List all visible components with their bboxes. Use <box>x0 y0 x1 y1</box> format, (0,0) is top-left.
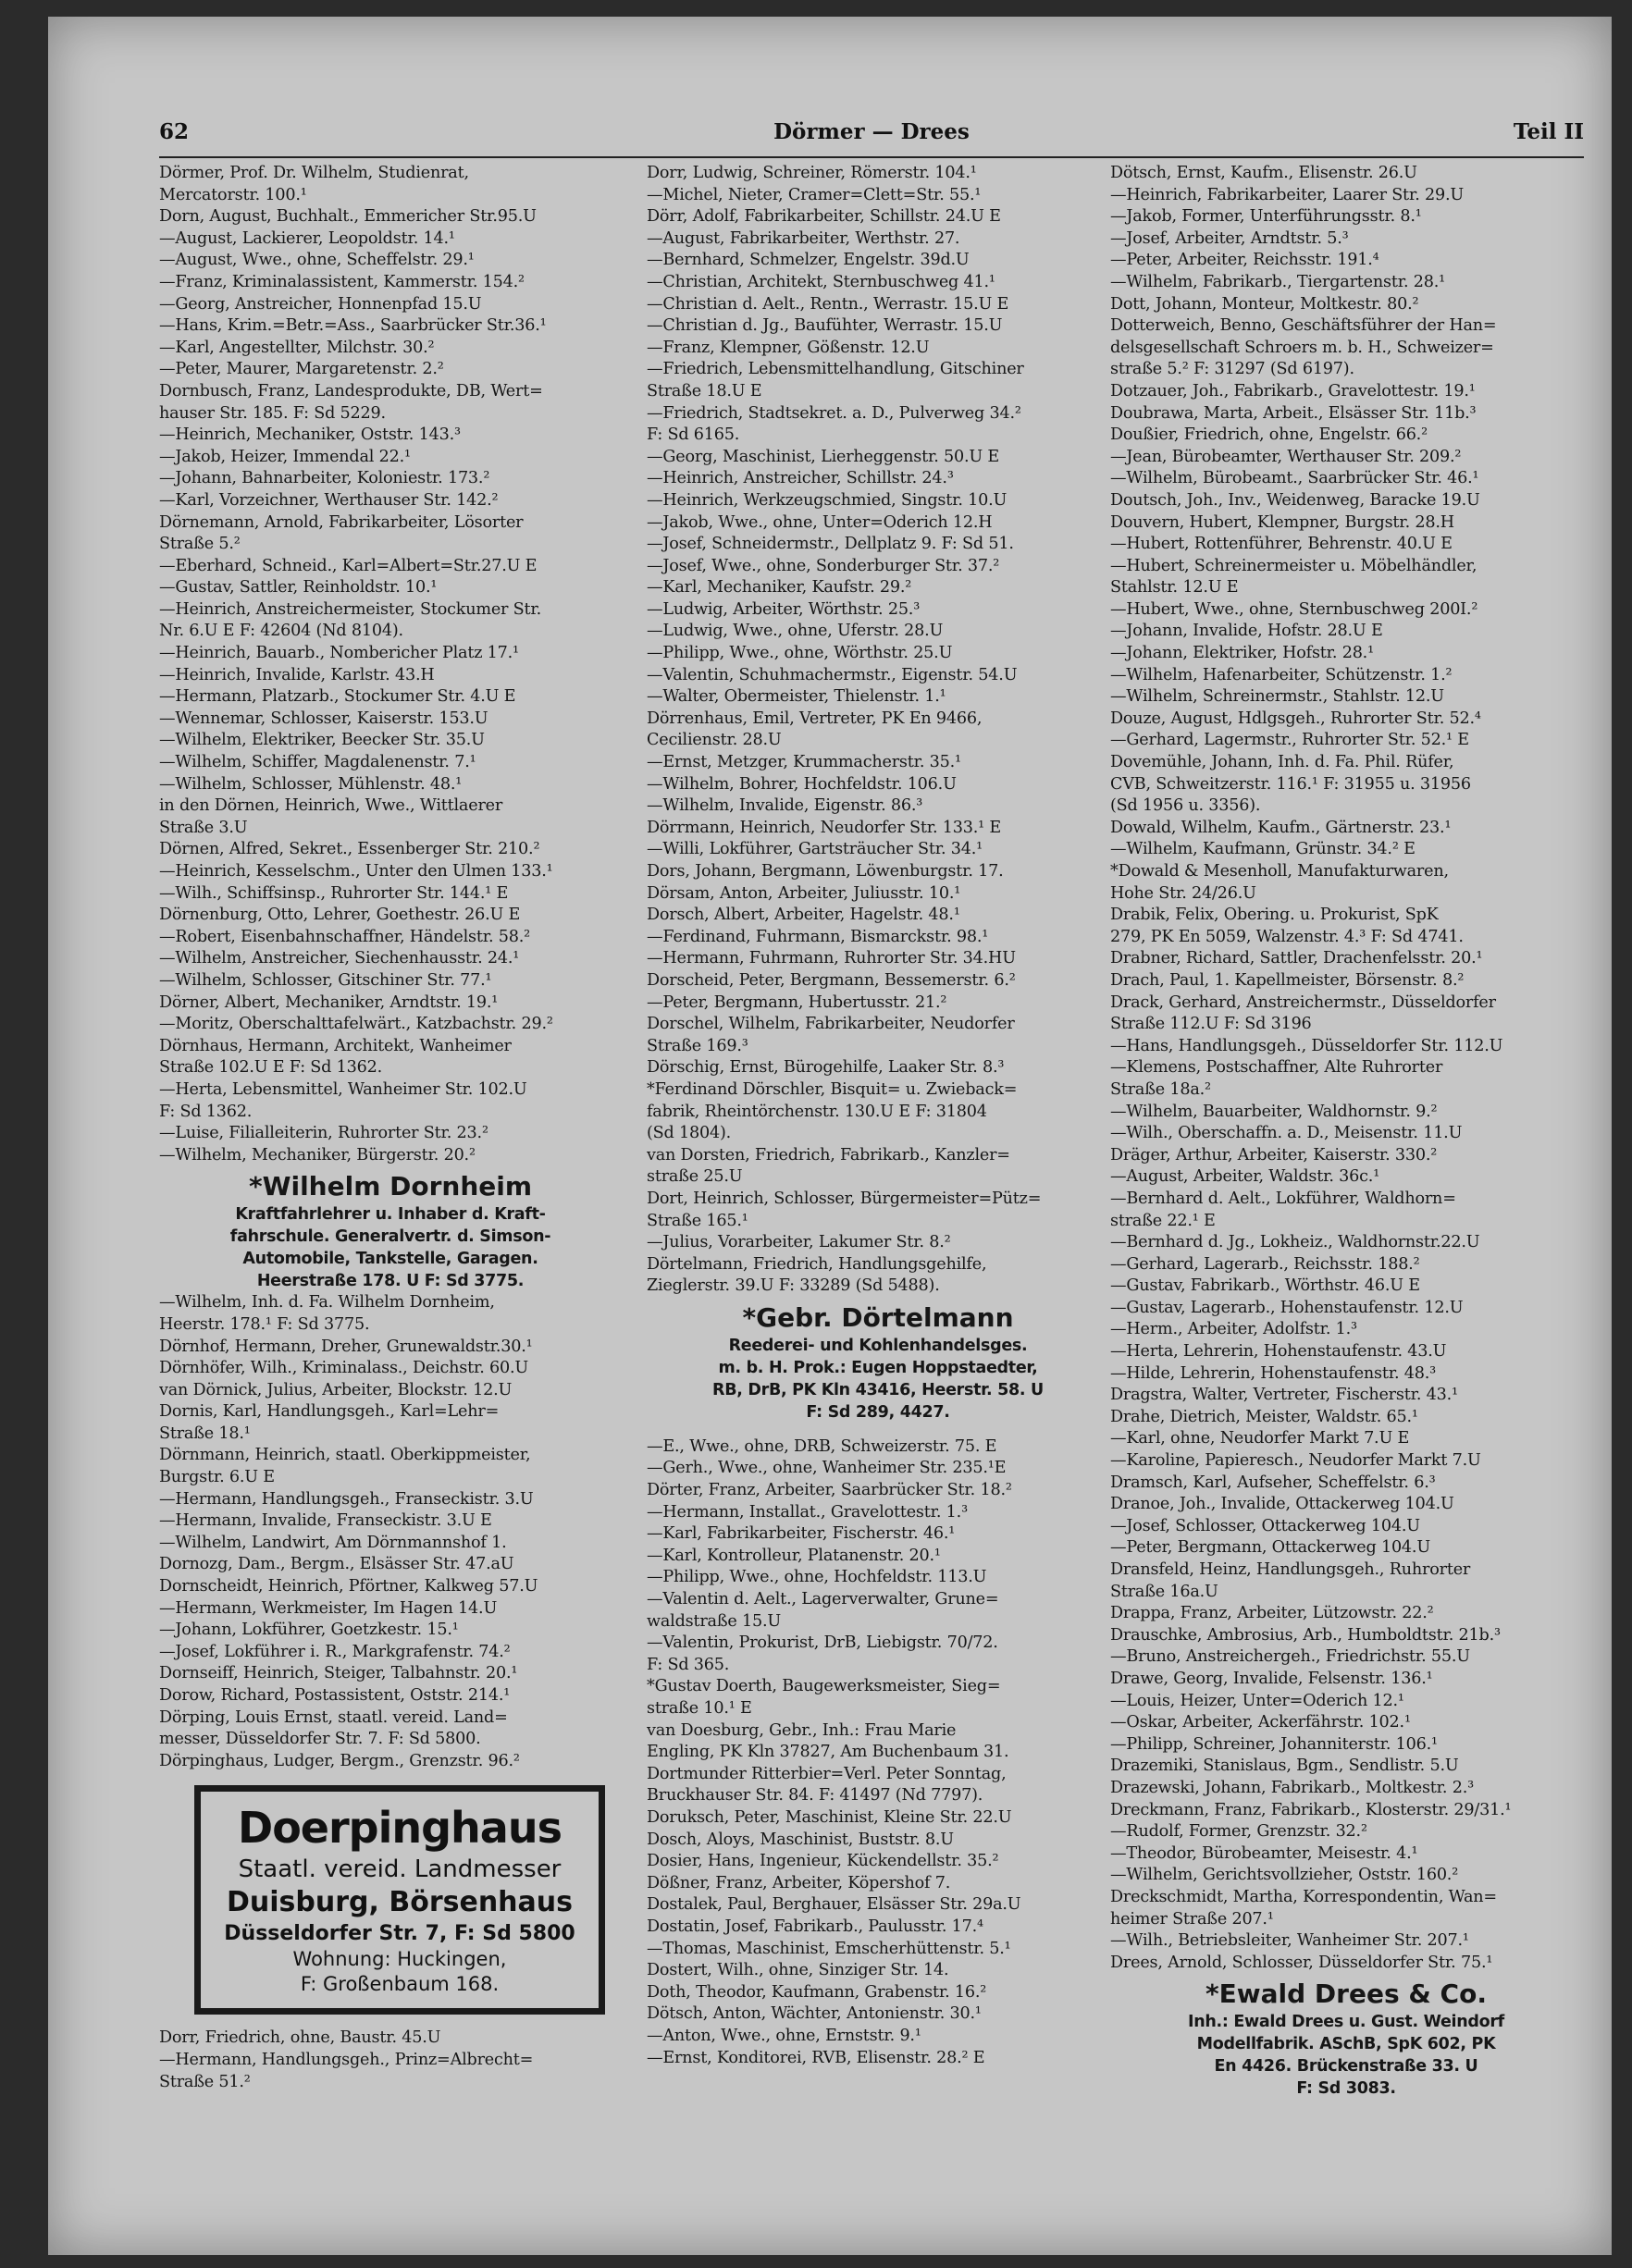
directory-entry-line: Dostalek, Paul, Berghauer, Elsässer Str. 29a.U <box>647 1895 1021 1915</box>
directory-entry-line: Dörnenburg, Otto, Lehrer, Goethestr. 26.U E <box>159 906 521 925</box>
directory-entry-line: —Karl, Kontrolleur, Platanenstr. 20.¹ <box>647 1546 941 1565</box>
directory-entry-line: Stahlstr. 12.U E <box>1110 578 1239 598</box>
directory-entry-line: —Gustav, Sattler, Reinholdstr. 10.¹ <box>159 578 438 598</box>
directory-entry-line: Mercatorstr. 100.¹ <box>159 185 307 204</box>
entries-2a <box>647 163 1109 1298</box>
directory-entry-line: —Heinrich, Bauarb., Nombericher Platz 17.¹ <box>159 644 519 663</box>
directory-entry-line: —Wilhelm, Bauarbeiter, Waldhornstr. 9.² <box>1110 1102 1438 1121</box>
directory-entry-line: —Walter, Obermeister, Thielenstr. 1.¹ <box>647 687 946 707</box>
directory-entry-line: —August, Lackierer, Leopoldstr. 14.¹ <box>159 228 455 248</box>
ad-text-line: Heerstraße 178. U F: Sd 3775. <box>256 1272 525 1291</box>
ad-text-line: m. b. H. Prok.: Eugen Hoppstaedter, <box>718 1358 1038 1377</box>
directory-entry-line: —Philipp, Wwe., ohne, Wörthstr. 25.U <box>647 644 953 663</box>
directory-entry-line: Dorn, August, Buchhalt., Emmericher Str.95.U <box>159 207 537 227</box>
directory-entry-line: Engling, PK Kln 37827, Am Buchenbaum 31. <box>647 1743 1009 1762</box>
page-number: 62 <box>159 119 190 144</box>
directory-entry-line: hauser Str. 185. F: Sd 5229. <box>159 403 386 423</box>
directory-entry-line: *Gustav Doerth, Baugewerksmeister, Sieg= <box>647 1677 1001 1696</box>
directory-entry-line: van Dorsten, Friedrich, Fabrikarb., Kanzler= <box>647 1145 1010 1165</box>
directory-entry-line: Hohe Str. 24/26.U <box>1110 883 1256 903</box>
directory-entry-line: —Anton, Wwe., ohne, Ernststr. 9.¹ <box>647 2026 921 2045</box>
ad-doerpinghaus-line1: Staatl. vereid. Landmesser <box>238 1855 562 1884</box>
ad-text-line: Modellfabrik. ASchB, SpK 602, PK <box>1196 2035 1496 2054</box>
directory-entry-line: —Hubert, Wwe., ohne, Sternbuschweg 200I.² <box>1110 599 1478 619</box>
directory-entry-line: Dreckschmidt, Martha, Korrespondentin, Wan= <box>1110 1887 1497 1906</box>
directory-entry-line: —Ludwig, Arbeiter, Wörthstr. 25.³ <box>647 599 921 619</box>
directory-entry-line: —Johann, Lokführer, Goetzkestr. 15.¹ <box>159 1621 459 1640</box>
directory-entry-line: —Peter, Arbeiter, Reichsstr. 191.⁴ <box>1110 251 1379 270</box>
directory-entry-line: fabrik, Rheintörchenstr. 130.U E F: 31804 <box>647 1102 987 1121</box>
directory-entry-line: —Josef, Schlosser, Ottackerweg 104.U <box>1110 1516 1420 1535</box>
directory-entry-line: Straße 18a.² <box>1110 1079 1211 1099</box>
directory-entry-line: Straße 18.¹ <box>159 1424 251 1443</box>
directory-entry-line: Dörrmann, Heinrich, Neudorfer Str. 133.¹ E <box>647 818 1002 837</box>
directory-entry-line: straße 5.² F: 31297 (Sd 6197). <box>1110 360 1354 379</box>
directory-entry-line: Dornseiff, Heinrich, Steiger, Talbahnstr. 20.¹ <box>159 1664 518 1683</box>
directory-entry-line: —Heinrich, Anstreicher, Schillstr. 24.³ <box>647 469 954 488</box>
directory-entry-line: Dragstra, Walter, Vertreter, Fischerstr. 43.¹ <box>1110 1386 1458 1405</box>
directory-entry-line: Drach, Paul, 1. Kapellmeister, Börsenstr. 8.² <box>1110 970 1465 990</box>
directory-entry-line: Straße 165.¹ <box>647 1211 748 1230</box>
directory-entry-line: —Jakob, Heizer, Immendal 22.¹ <box>159 447 411 466</box>
directory-entry-line: Dörrenhaus, Emil, Vertreter, PK En 9466, <box>647 709 983 728</box>
directory-entry-line: —Josef, Wwe., ohne, Sonderburger Str. 37.² <box>647 556 1000 575</box>
page-header <box>159 114 1584 158</box>
directory-entry-line: Dörmer, Prof. Dr. Wilhelm, Studienrat, <box>159 164 469 182</box>
directory-entry-line: Dörping, Louis Ernst, staatl. vereid. Land= <box>159 1707 508 1727</box>
directory-entry-line: 279, PK En 5059, Walzenstr. 4.³ F: Sd 4741. <box>1110 927 1464 946</box>
directory-entry-line: —Wilhelm, Bohrer, Hochfeldstr. 106.U <box>647 774 957 794</box>
ad-doerpinghaus-line4: Wohnung: Huckingen, <box>292 1948 507 1971</box>
directory-entry-line: Straße 18.U E <box>647 381 762 401</box>
directory-entry-line: Douze, August, Hdlgsgeh., Ruhrorter Str. 52.⁴ <box>1110 709 1481 728</box>
directory-entry-line: —Karoline, Papieresch., Neudorfer Markt 7.U <box>1110 1451 1481 1471</box>
directory-entry-line: —Wilhelm, Schlosser, Gitschiner Str. 77.¹ <box>159 970 492 990</box>
directory-entry-line: Straße 102.U E F: Sd 1362. <box>159 1058 382 1078</box>
directory-entry-line: —Josef, Lokführer i. R., Markgrafenstr. 74.² <box>159 1642 511 1661</box>
directory-entry-line: —Franz, Kriminalassistent, Kammerstr. 154.² <box>159 272 525 291</box>
ad-doerpinghaus <box>194 1785 605 2015</box>
directory-entry-line: —August, Fabrikarbeiter, Werthstr. 27. <box>647 228 960 248</box>
directory-entry-line: —Karl, Angestellter, Milchstr. 30.² <box>159 338 435 357</box>
directory-entry-line: —Jean, Bürobeamter, Werthauser Str. 209.² <box>1110 447 1462 466</box>
directory-entry-line: Drawe, Georg, Invalide, Felsenstr. 136.¹ <box>1110 1669 1433 1688</box>
directory-entry-line: —Josef, Arbeiter, Arndtstr. 5.³ <box>1110 228 1349 248</box>
directory-entry-line: —Ludwig, Wwe., ohne, Uferstr. 28.U <box>647 622 944 641</box>
ad-text-line: F: Sd 289, 4427. <box>806 1402 950 1422</box>
directory-entry-line: —Ernst, Konditorei, RVB, Elisenstr. 28.² E <box>647 2048 985 2067</box>
directory-entry-line: Dößner, Franz, Arbeiter, Köpershof 7. <box>647 1873 951 1892</box>
directory-entry-line: —Hubert, Schreinermeister u. Möbelhändler, <box>1110 556 1477 575</box>
ad-text-line: En 4426. Brückenstraße 33. U <box>1214 2057 1478 2077</box>
directory-entry-line: Doth, Theodor, Kaufmann, Grabenstr. 16.² <box>647 1982 987 2002</box>
ad-text-line: Automobile, Tankstelle, Garagen. <box>242 1250 538 1269</box>
directory-entry-line: —Moritz, Oberschalttafelwärt., Katzbachstr. 29.² <box>159 1015 553 1034</box>
directory-entry-line: —Hans, Krim.=Betr.=Ass., Saarbrücker Str.36.¹ <box>159 316 547 336</box>
directory-entry-line: straße 22.¹ E <box>1110 1211 1216 1230</box>
directory-entry-line: Drabner, Richard, Sattler, Drachenfelsstr. 20.¹ <box>1110 949 1483 968</box>
directory-entry-line: —Wilhelm, Gerichtsvollzieher, Oststr. 160.² <box>1110 1866 1459 1885</box>
directory-entry-line: —Wilhelm, Fabrikarb., Tiergartenstr. 28.¹ <box>1110 272 1446 291</box>
directory-entry-line: —Karl, Mechaniker, Kaufstr. 29.² <box>647 578 912 598</box>
directory-entry-line: Doubrawa, Marta, Arbeit., Elsässer Str. 11b.³ <box>1110 403 1477 423</box>
ad-doerpinghaus-line2: Duisburg, Börsenhaus <box>227 1886 573 1919</box>
directory-entry-line: Dott, Johann, Monteur, Moltkestr. 80.² <box>1110 294 1419 314</box>
directory-entry-line: —Heinrich, Fabrikarbeiter, Laarer Str. 29.U <box>1110 185 1465 204</box>
directory-entry-line: Drack, Gerhard, Anstreichermstr., Düsseldorfer <box>1110 992 1496 1012</box>
directory-entry-line: —Wilhelm, Invalide, Eigenstr. 86.³ <box>647 796 923 816</box>
directory-entry-line: —Wilh., Oberschaffn. a. D., Meisenstr. 11.U <box>1110 1124 1463 1143</box>
directory-entry-line: Dornis, Karl, Handlungsgeh., Karl=Lehr= <box>159 1402 500 1422</box>
ad-doerpinghaus-name: Doerpinghaus <box>238 1803 562 1854</box>
directory-entry-line: —Jakob, Former, Unterführungsstr. 8.¹ <box>1110 207 1422 227</box>
directory-entry-line: —Christian d. Aelt., Rentn., Werrastr. 15.U E <box>647 294 1009 314</box>
directory-entry-line: —Heinrich, Anstreichermeister, Stockumer Str. <box>159 599 542 619</box>
directory-entry-line: CVB, Schweitzerstr. 116.¹ F: 31955 u. 31956 <box>1110 774 1471 794</box>
directory-entry-line: —Peter, Maurer, Margaretenstr. 2.² <box>159 360 444 379</box>
directory-entry-line: —Willi, Lokführer, Gartsträucher Str. 34.¹ <box>647 840 983 859</box>
directory-entry-line: *Ferdinand Dörschler, Bisquit= u. Zwieback= <box>647 1079 1018 1099</box>
directory-entry-line: —Bernhard d. Jg., Lokheiz., Waldhornstr.22.U <box>1110 1233 1480 1252</box>
directory-entry-line: van Dörnick, Julius, Arbeiter, Blockstr. 12.U <box>159 1380 513 1399</box>
directory-entry-line: Drauschke, Ambrosius, Arb., Humboldtstr. 21b.³ <box>1110 1625 1501 1645</box>
ad-doerpinghaus-line3: Düsseldorfer Str. 7, F: Sd 5800 <box>224 1922 575 1946</box>
directory-entry-line: —Hermann, Installat., Gravelottestr. 1.³ <box>647 1502 968 1522</box>
entries-1c <box>159 2028 622 2093</box>
directory-entry-line: Burgstr. 6.U E <box>159 1468 275 1487</box>
directory-entry-line: Dorr, Ludwig, Schreiner, Römerstr. 104.¹ <box>647 164 977 182</box>
ad-drees-lines <box>1110 2011 1582 2100</box>
directory-entry-line: Straße 16a.U <box>1110 1582 1218 1601</box>
directory-entry-line: Dornozg, Dam., Bergm., Elsässer Str. 47.aU <box>159 1555 514 1574</box>
directory-entry-line: Dorschel, Wilhelm, Fabrikarbeiter, Neudorfer <box>647 1015 1015 1034</box>
directory-entry-line: —Ferdinand, Fuhrmann, Bismarckstr. 98.¹ <box>647 927 989 946</box>
directory-entry-line: Dornscheidt, Heinrich, Pförtner, Kalkweg 57.U <box>159 1577 538 1596</box>
directory-entry-line: Dostert, Wilh., ohne, Sinziger Str. 14. <box>647 1961 949 1980</box>
directory-entry-line: —Karl, Vorzeichner, Werthauser Str. 142.² <box>159 490 499 510</box>
ad-text-line: fahrschule. Generalvertr. d. Simson- <box>229 1227 551 1247</box>
directory-entry-line: —Georg, Anstreicher, Honnenpfad 15.U <box>159 294 482 314</box>
directory-entry-line: —Friedrich, Stadtsekret. a. D., Pulverweg 34.² <box>647 403 1021 423</box>
directory-entry-line: Dosier, Hans, Ingenieur, Kückendellstr. 35.² <box>647 1852 999 1871</box>
directory-entry-line: Doruksch, Peter, Maschinist, Kleine Str. 22.U <box>647 1807 1012 1827</box>
directory-entry-line: —Philipp, Wwe., ohne, Hochfeldstr. 113.U <box>647 1568 987 1587</box>
directory-entry-line: —Wilhelm, Schreinermstr., Stahlstr. 12.U <box>1110 687 1444 707</box>
directory-entry-line: —Hermann, Handlungsgeh., Prinz=Albrecht= <box>159 2050 534 2069</box>
ad-drees <box>1110 1978 1582 2100</box>
ad-text-line: F: Sd 3083. <box>1296 2079 1396 2099</box>
directory-page <box>48 17 1612 2255</box>
entries-3a <box>1110 163 1582 1974</box>
directory-entry-line: —Wilhelm, Schlosser, Mühlenstr. 48.¹ <box>159 774 463 794</box>
part-label: Teil II <box>1513 119 1584 144</box>
directory-entry-line: F: Sd 1362. <box>159 1102 253 1121</box>
directory-entry-line: Dörnmann, Heinrich, staatl. Oberkippmeister, <box>159 1446 531 1465</box>
directory-entry-line: —Peter, Bergmann, Hubertusstr. 21.² <box>647 992 947 1012</box>
directory-entry-line: —Wilhelm, Schiffer, Magdalenenstr. 7.¹ <box>159 753 476 772</box>
directory-entry-line: Drabik, Felix, Obering. u. Prokurist, SpK <box>1110 906 1439 925</box>
directory-entry-line: —Ernst, Metzger, Krummacherstr. 35.¹ <box>647 753 961 772</box>
entries-2b <box>647 1436 1109 2069</box>
directory-entry-line: Dorow, Richard, Postassistent, Oststr. 214.¹ <box>159 1686 511 1705</box>
directory-entry-line: —Valentin d. Aelt., Lagerverwalter, Grune= <box>647 1590 999 1609</box>
directory-entry-line: Dors, Johann, Bergmann, Löwenburgstr. 17. <box>647 862 1004 881</box>
directory-entry-line: —Hermann, Platzarb., Stockumer Str. 4.U E <box>159 687 516 707</box>
entries-1a <box>159 163 622 1166</box>
directory-entry-line: —Wilh., Schiffsinsp., Ruhrorter Str. 144.¹ E <box>159 883 509 903</box>
directory-entry-line: Dörr, Adolf, Fabrikarbeiter, Schillstr. 24.U E <box>647 207 1001 227</box>
directory-entry-line: —Eberhard, Schneid., Karl=Albert=Str.27.U E <box>159 556 538 575</box>
directory-entry-line: —Karl, ohne, Neudorfer Markt 7.U E <box>1110 1429 1410 1448</box>
directory-entry-line: —Heinrich, Kesselschm., Unter den Ulmen 133.¹ <box>159 862 553 881</box>
directory-entry-line: Dötsch, Ernst, Kaufm., Elisenstr. 26.U <box>1110 164 1417 182</box>
directory-entry-line: Dortmunder Ritterbier=Verl. Peter Sonntag, <box>647 1764 1007 1783</box>
directory-entry-line: Dörnhöfer, Wilh., Kriminalass., Deichstr. 60.U <box>159 1359 529 1378</box>
directory-entry-line: Cecilienstr. 28.U <box>647 731 782 750</box>
directory-entry-line: —Peter, Bergmann, Ottackerweg 104.U <box>1110 1538 1430 1558</box>
directory-entry-line: —Johann, Invalide, Hofstr. 28.U E <box>1110 622 1383 641</box>
directory-entry-line: —Hermann, Werkmeister, Im Hagen 14.U <box>159 1598 498 1618</box>
directory-entry-line: Straße 169.³ <box>647 1036 748 1055</box>
directory-entry-line: Dörter, Franz, Arbeiter, Saarbrücker Str. 18.² <box>647 1481 1012 1500</box>
directory-entry-line: Dransfeld, Heinz, Handlungsgeh., Ruhrorter <box>1110 1560 1471 1579</box>
ad-drees-title: *Ewald Drees & Co. <box>1205 1978 1487 2010</box>
directory-entry-line: —Philipp, Schreiner, Johanniterstr. 106.¹ <box>1110 1734 1438 1754</box>
directory-entry-line: —Gustav, Lagerarb., Hohenstaufenstr. 12.U <box>1110 1298 1464 1317</box>
directory-entry-line: —Gerh., Wwe., ohne, Wanheimer Str. 235.¹E <box>647 1459 1007 1478</box>
directory-entry-line: —Robert, Eisenbahnschaffner, Händelstr. 58.² <box>159 927 531 946</box>
column-3 <box>1110 163 1582 2100</box>
directory-entry-line: *Dowald & Mesenholl, Manufakturwaren, <box>1110 862 1449 881</box>
directory-entry-line: —Christian d. Jg., Baufühter, Werrastr. 15.U <box>647 316 1003 336</box>
ad-text-line: Inh.: Ewald Drees u. Gust. Weindorf <box>1188 2013 1504 2032</box>
directory-entry-line: —Hermann, Handlungsgeh., Franseckistr. 3.U <box>159 1489 534 1509</box>
directory-entry-line: —Heinrich, Werkzeugschmied, Singstr. 10.U <box>647 490 1008 510</box>
directory-entry-line: —Hilde, Lehrerin, Hohenstaufenstr. 48.³ <box>1110 1363 1437 1383</box>
directory-entry-line: heimer Straße 207.¹ <box>1110 1909 1274 1929</box>
directory-entry-line: Dörner, Albert, Mechaniker, Arndtstr. 19.¹ <box>159 992 499 1012</box>
directory-entry-line: in den Dörnen, Heinrich, Wwe., Wittlaerer <box>159 796 503 816</box>
directory-entry-line: —Johann, Elektriker, Hofstr. 28.¹ <box>1110 644 1374 663</box>
directory-entry-line: —August, Arbeiter, Waldstr. 36c.¹ <box>1110 1167 1380 1187</box>
directory-entry-line: —Herta, Lehrerin, Hohenstaufenstr. 43.U <box>1110 1342 1447 1362</box>
directory-entry-line: Doußier, Friedrich, ohne, Engelstr. 66.² <box>1110 425 1428 445</box>
directory-entry-line: —Valentin, Schuhmachermstr., Eigenstr. 54.U <box>647 665 1018 684</box>
ad-doerpinghaus-line5: F: Großenbaum 168. <box>300 1973 500 1996</box>
column-2 <box>647 163 1109 2069</box>
directory-entry-line: —Bernhard d. Aelt., Lokführer, Waldhorn= <box>1110 1189 1456 1208</box>
directory-entry-line: Doutsch, Joh., Inv., Weidenweg, Baracke 19.U <box>1110 490 1480 510</box>
directory-entry-line: —Franz, Klempner, Gößenstr. 12.U <box>647 338 930 357</box>
directory-entry-line: straße 25.U <box>647 1167 743 1187</box>
directory-entry-line: Zieglerstr. 39.U F: 33289 (Sd 5488). <box>647 1276 940 1296</box>
directory-entry-line: —Bernhard, Schmelzer, Engelstr. 39d.U <box>647 251 970 270</box>
directory-entry-line: Drahe, Dietrich, Meister, Waldstr. 65.¹ <box>1110 1407 1418 1426</box>
directory-entry-line: —Herta, Lebensmittel, Wanheimer Str. 102.U <box>159 1079 527 1099</box>
directory-entry-line: —Klemens, Postschaffner, Alte Ruhrorter <box>1110 1058 1443 1078</box>
directory-entry-line: Dramsch, Karl, Aufseher, Scheffelstr. 6.³ <box>1110 1473 1436 1492</box>
directory-entry-line: Dovemühle, Johann, Inh. d. Fa. Phil. Rüfer, <box>1110 753 1454 772</box>
directory-entry-line: —Michel, Nieter, Cramer=Clett=Str. 55.¹ <box>647 185 982 204</box>
directory-entry-line: Dorsch, Albert, Arbeiter, Hagelstr. 48.¹ <box>647 906 960 925</box>
directory-entry-line: Dräger, Arthur, Arbeiter, Kaiserstr. 330.² <box>1110 1145 1438 1165</box>
ad-doertelmann-lines <box>647 1335 1109 1424</box>
directory-entry-line: Dötsch, Anton, Wächter, Antonienstr. 30.¹ <box>647 2004 982 2024</box>
directory-entry-line: Dreckmann, Franz, Fabrikarb., Klosterstr. 29/31.¹ <box>1110 1800 1512 1819</box>
directory-entry-line: —Hermann, Fuhrmann, Ruhrorter Str. 34.HU <box>647 949 1016 968</box>
directory-entry-line: —Christian, Architekt, Sternbuschweg 41.¹ <box>647 272 995 291</box>
directory-entry-line: —Karl, Fabrikarbeiter, Fischerstr. 46.¹ <box>647 1524 956 1544</box>
directory-entry-line: Dörschig, Ernst, Bürogehilfe, Laaker Str. 8.³ <box>647 1058 1005 1078</box>
directory-entry-line: —Theodor, Bürobeamter, Meisestr. 4.¹ <box>1110 1843 1418 1863</box>
directory-entry-line: —Louis, Heizer, Unter=Oderich 12.¹ <box>1110 1691 1404 1710</box>
directory-entry-line: —Gustav, Fabrikarb., Wörthstr. 46.U E <box>1110 1276 1420 1296</box>
directory-entry-line: —Wilh., Betriebsleiter, Wanheimer Str. 207.¹ <box>1110 1931 1469 1951</box>
directory-entry-line: F: Sd 6165. <box>647 425 740 445</box>
directory-entry-line: —Hermann, Invalide, Franseckistr. 3.U E <box>159 1511 492 1531</box>
directory-entry-line: Drees, Arnold, Schlosser, Düsseldorfer Str. 75.¹ <box>1110 1953 1493 1972</box>
directory-entry-line: Drazewski, Johann, Fabrikarb., Moltkestr. 2.³ <box>1110 1778 1474 1797</box>
directory-entry-line: Dosch, Aloys, Maschinist, Buststr. 8.U <box>647 1830 954 1849</box>
directory-entry-line: —August, Wwe., ohne, Scheffelstr. 29.¹ <box>159 251 475 270</box>
directory-entry-line: Dornbusch, Franz, Landesprodukte, DB, Wert= <box>159 381 543 401</box>
directory-entry-line: —Herm., Arbeiter, Adolfstr. 1.³ <box>1110 1320 1357 1339</box>
directory-entry-line: —Luise, Filialleiterin, Ruhrorter Str. 23.² <box>159 1124 488 1143</box>
directory-entry-line: Dotzauer, Joh., Fabrikarb., Gravelottestr. 19.¹ <box>1110 381 1476 401</box>
directory-entry-line: (Sd 1804). <box>647 1124 732 1143</box>
directory-entry-line: Dotterweich, Benno, Geschäftsführer der Han= <box>1110 316 1497 336</box>
directory-entry-line: Douvern, Hubert, Klempner, Burgstr. 28.H <box>1110 512 1454 532</box>
directory-entry-line: Dörtelmann, Friedrich, Handlungsgehilfe, <box>647 1254 987 1274</box>
ad-text-line: RB, DrB, PK Kln 43416, Heerstr. 58. U <box>712 1380 1044 1399</box>
directory-entry-line: Drazemiki, Stanislaus, Bgm., Sendlistr. 5.U <box>1110 1756 1459 1776</box>
directory-entry-line: Dörnemann, Arnold, Fabrikarbeiter, Lösorter <box>159 512 524 532</box>
directory-entry-line: —Gerhard, Lagermstr., Ruhrorter Str. 52.¹ E <box>1110 731 1469 750</box>
directory-entry-line: —Oskar, Arbeiter, Ackerfährstr. 102.¹ <box>1110 1713 1411 1732</box>
directory-entry-line: —Gerhard, Lagerarb., Reichsstr. 188.² <box>1110 1254 1420 1274</box>
directory-entry-line: Dranoe, Joh., Invalide, Ottackerweg 104.U <box>1110 1495 1454 1514</box>
ad-doertelmann-title: *Gebr. Dörtelmann <box>742 1301 1014 1333</box>
ad-text-line: Kraftfahrlehrer u. Inhaber d. Kraft- <box>235 1205 546 1225</box>
directory-entry-line: Straße 3.U <box>159 818 248 837</box>
directory-entry-line: —Rudolf, Former, Grenzstr. 32.² <box>1110 1822 1367 1842</box>
directory-entry-line: Dörnen, Alfred, Sekret., Essenberger Str. 210.² <box>159 840 540 859</box>
directory-entry-line: messer, Düsseldorfer Str. 7. F: Sd 5800. <box>159 1730 481 1749</box>
directory-entry-line: —Wilhelm, Bürobeamt., Saarbrücker Str. 46.¹ <box>1110 469 1479 488</box>
directory-entry-line: —Johann, Bahnarbeiter, Koloniestr. 173.² <box>159 469 490 488</box>
directory-entry-line: F: Sd 365. <box>647 1655 730 1674</box>
directory-entry-line: —Hubert, Rottenführer, Behrenstr. 40.U E <box>1110 535 1453 554</box>
directory-entry-line: waldstraße 15.U <box>647 1611 782 1631</box>
directory-entry-line: Dorr, Friedrich, ohne, Baustr. 45.U <box>159 2028 441 2048</box>
directory-entry-line: —Valentin, Prokurist, DrB, Liebigstr. 70/72. <box>647 1633 998 1653</box>
directory-entry-line: Drappa, Franz, Arbeiter, Lützowstr. 22.² <box>1110 1604 1434 1623</box>
directory-entry-line: van Doesburg, Gebr., Inh.: Frau Marie <box>647 1720 957 1740</box>
directory-entry-line: —Julius, Vorarbeiter, Lakumer Str. 8.² <box>647 1233 951 1252</box>
directory-entry-line: —Wilhelm, Elektriker, Beecker Str. 35.U <box>159 731 485 750</box>
directory-entry-line: —Georg, Maschinist, Lierheggenstr. 50.U E <box>647 447 1000 466</box>
directory-entry-line: Dorscheid, Peter, Bergmann, Bessemerstr. 6.² <box>647 970 1016 990</box>
directory-entry-line: Dowald, Wilhelm, Kaufm., Gärtnerstr. 23.¹ <box>1110 818 1452 837</box>
directory-entry-line: —Wilhelm, Kaufmann, Grünstr. 34.² E <box>1110 840 1416 859</box>
directory-entry-line: Nr. 6.U E F: 42604 (Nd 8104). <box>159 622 403 641</box>
directory-entry-line: —Wilhelm, Anstreicher, Siechenhausstr. 24.¹ <box>159 949 520 968</box>
ad-doertelmann <box>647 1301 1109 1424</box>
column-1 <box>159 163 622 2093</box>
directory-entry-line: —E., Wwe., ohne, DRB, Schweizerstr. 75. E <box>647 1436 997 1456</box>
ad-dornheim <box>159 1170 622 1292</box>
directory-entry-line: —Wilhelm, Inh. d. Fa. Wilhelm Dornheim, <box>159 1293 495 1313</box>
directory-entry-line: —Josef, Schneidermstr., Dellplatz 9. F: Sd 51. <box>647 535 1014 554</box>
running-title: Dörmer — Drees <box>773 119 970 144</box>
directory-entry-line: Dörnhaus, Hermann, Architekt, Wanheimer <box>159 1036 512 1055</box>
directory-entry-line: —Wennemar, Schlosser, Kaiserstr. 153.U <box>159 709 488 728</box>
directory-entry-line: —Friedrich, Lebensmittelhandlung, Gitschiner <box>647 360 1024 379</box>
directory-entry-line: —Heinrich, Invalide, Karlstr. 43.H <box>159 665 435 684</box>
ad-text-line: Reederei- und Kohlenhandelsges. <box>728 1336 1028 1355</box>
directory-entry-line: straße 10.¹ E <box>647 1699 752 1718</box>
directory-entry-line: Dörpinghaus, Ludger, Bergm., Grenzstr. 96.² <box>159 1751 520 1770</box>
directory-entry-line: Dort, Heinrich, Schlosser, Bürgermeister=Pütz= <box>647 1189 1042 1208</box>
directory-entry-line: Straße 5.² <box>159 535 241 554</box>
ad-dornheim-title: *Wilhelm Dornheim <box>248 1171 533 1202</box>
directory-entry-line: delsgesellschaft Schroers m. b. H., Schweizer= <box>1110 338 1494 357</box>
directory-entry-line: —Bruno, Anstreichergeh., Friedrichstr. 55.U <box>1110 1647 1470 1667</box>
directory-entry-line: Bruckhauser Str. 84. F: 41497 (Nd 7797). <box>647 1786 983 1806</box>
directory-entry-line: —Jakob, Wwe., ohne, Unter=Oderich 12.H <box>647 512 993 532</box>
entries-1b <box>159 1292 622 1772</box>
directory-entry-line: Straße 112.U F: Sd 3196 <box>1110 1015 1312 1034</box>
ad-dornheim-lines <box>159 1203 622 1292</box>
directory-entry-line: Heerstr. 178.¹ F: Sd 3775. <box>159 1314 370 1334</box>
directory-entry-line: Dörsam, Anton, Arbeiter, Juliusstr. 10.¹ <box>647 883 961 903</box>
directory-entry-line: —Hans, Handlungsgeh., Düsseldorfer Str. 112.U <box>1110 1036 1503 1055</box>
directory-entry-line: (Sd 1956 u. 3356). <box>1110 796 1261 816</box>
directory-entry-line: —Wilhelm, Landwirt, Am Dörnmannshof 1. <box>159 1533 507 1552</box>
directory-entry-line: —Thomas, Maschinist, Emscherhüttenstr. 5.¹ <box>647 1939 1011 1958</box>
directory-entry-line: —Heinrich, Mechaniker, Oststr. 143.³ <box>159 425 461 445</box>
directory-entry-line: Dostatin, Josef, Fabrikarb., Paulusstr. 17.⁴ <box>647 1917 983 1936</box>
directory-entry-line: —Wilhelm, Mechaniker, Bürgerstr. 20.² <box>159 1145 476 1165</box>
directory-entry-line: Dörnhof, Hermann, Dreher, Grunewaldstr.30.¹ <box>159 1337 533 1356</box>
directory-entry-line: Straße 51.² <box>159 2072 251 2091</box>
directory-entry-line: —Wilhelm, Hafenarbeiter, Schützenstr. 1.² <box>1110 665 1453 684</box>
